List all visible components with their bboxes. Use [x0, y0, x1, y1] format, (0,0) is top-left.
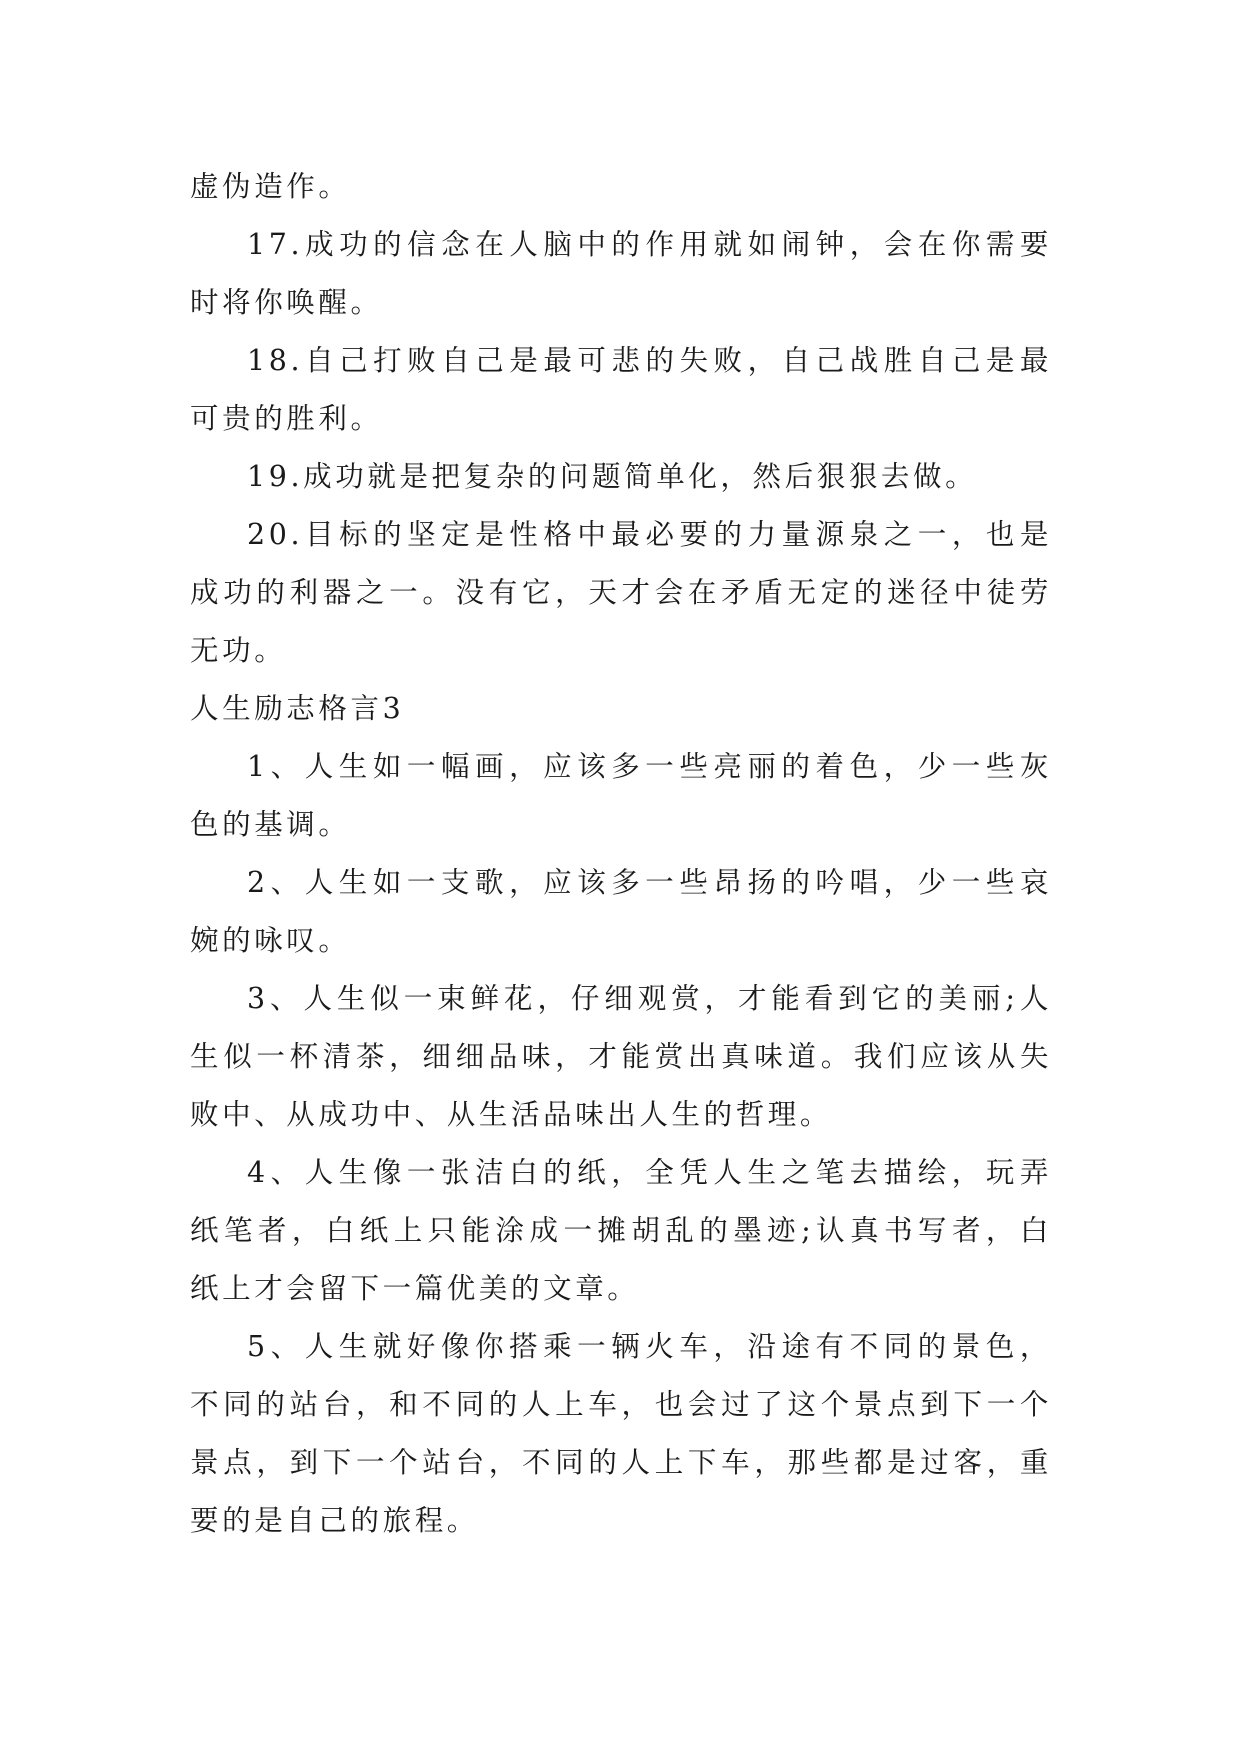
- text-line: 纸上才会留下一篇优美的文章。: [190, 1272, 640, 1305]
- text-line: 20.目标的坚定是性格中最必要的力量源泉之一，也是: [247, 518, 1052, 551]
- text-line: 败中、从成功中、从生活品味出人生的哲理。: [190, 1098, 833, 1131]
- text-line: 虚伪造作。: [190, 170, 351, 203]
- text-line: 1、人生如一幅画，应该多一些亮丽的着色，少一些灰: [247, 750, 1052, 783]
- text-line: 19.成功就是把复杂的问题简单化，然后狠狠去做。: [247, 460, 978, 493]
- text-line: 18.自己打败自己是最可悲的失败，自己战胜自己是最: [247, 344, 1052, 377]
- text-line: 2、人生如一支歌，应该多一些昂扬的吟唱，少一些哀: [247, 866, 1052, 899]
- text-line: 成功的利器之一。没有它，天才会在矛盾无定的迷径中徒劳: [190, 576, 1052, 609]
- text-line: 生似一杯清茶，细细品味，才能赏出真味道。我们应该从失: [190, 1040, 1052, 1073]
- text-line: 景点，到下一个站台，不同的人上下车，那些都是过客，重: [190, 1446, 1052, 1479]
- text-line: 3、人生似一束鲜花，仔细观赏，才能看到它的美丽;人: [247, 982, 1052, 1015]
- text-line: 可贵的胜利。: [190, 402, 383, 435]
- text-line: 无功。: [190, 634, 287, 667]
- text-line: 婉的咏叹。: [190, 924, 351, 957]
- text-line: 17.成功的信念在人脑中的作用就如闹钟，会在你需要: [247, 228, 1052, 261]
- text-line: 5、人生就好像你搭乘一辆火车，沿途有不同的景色，: [247, 1330, 1052, 1363]
- text-line: 4、人生像一张洁白的纸，全凭人生之笔去描绘，玩弄: [247, 1156, 1052, 1189]
- text-line: 不同的站台，和不同的人上车，也会过了这个景点到下一个: [190, 1388, 1052, 1421]
- section-heading: 人生励志格言3: [190, 692, 405, 725]
- text-line: 纸笔者，白纸上只能涂成一摊胡乱的墨迹;认真书写者，白: [190, 1214, 1052, 1247]
- text-line: 色的基调。: [190, 808, 351, 841]
- text-line: 时将你唤醒。: [190, 286, 383, 319]
- text-line: 要的是自己的旅程。: [190, 1504, 479, 1537]
- document-body: [190, 158, 1052, 1550]
